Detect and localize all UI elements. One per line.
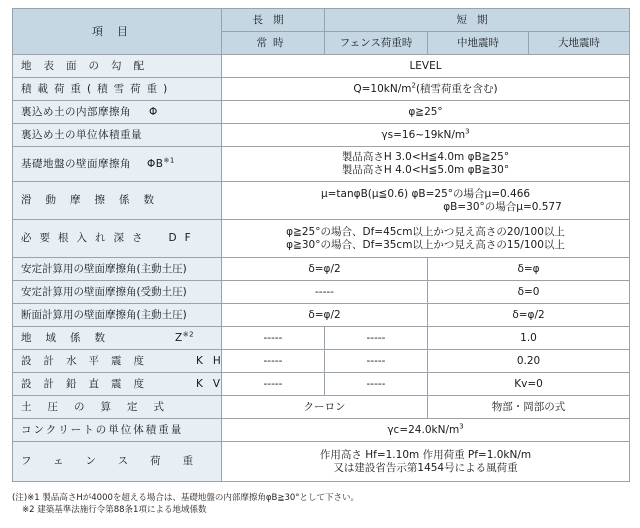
value-pressure-short: 物部・岡部の式 [428,396,630,419]
label-snow: 積載荷重(積雪荷重) [13,78,222,101]
value-snow: $Q=10kN/m^2$(積雪荷重を含む) [222,78,630,101]
label-sliding: 滑動摩擦係数 [13,182,222,220]
header-mid-earthquake: 中地震時 [428,32,529,55]
label-section: 断面計算用の壁面摩擦角(主動土圧) [13,304,222,327]
value-kv-fence: ----- [325,373,428,396]
value-sliding: μ=tanφB(μ≦0.6) φB=25°の場合μ=0.466 φB=30°の場合μ=0.577 [222,182,630,220]
value-base-friction: 製品高さH 3.0<H≦4.0m φB≧25° 製品高さH 4.0<H≦5.0m φB≧30° [222,147,630,182]
label-kv: 設計鉛直震度 KV [13,373,222,396]
label-fence: フェンス荷重 [13,442,222,482]
row-fence [13,442,630,482]
row-snow [13,78,630,101]
value-kh-earthquake: 0.20 [428,350,630,373]
value-section-short: δ=φ/2 [428,304,630,327]
header-row-1 [13,9,630,32]
label-zone: 地域係数 $Z^{※2}$ [13,327,222,350]
label-passive: 安定計算用の壁面摩擦角(受動土圧) [13,281,222,304]
value-kv-earthquake: Kv=0 [428,373,630,396]
value-unit-weight: $\gamma s=16\sim 19kN/m^3$ [222,124,630,147]
value-pressure-long: クーロン [222,396,428,419]
header-short-term: 短期 [325,9,630,32]
row-passive [13,281,630,304]
label-unit-weight: 裏込め土の単位体積重量 [13,124,222,147]
value-section-long: δ=φ/2 [222,304,428,327]
header-long-term: 長期 [222,9,325,32]
footnote-2: ※2 建築基準法施行令第88条1項による地域係数 [22,505,207,515]
value-fence: 作用高さ Hf=1.10m 作用荷重 Pf=1.0kN/m 又は建設省告示第1454号による風荷重 [222,442,630,482]
label-concrete: コンクリートの単位体積重量 [13,419,222,442]
value-friction-back: φ≧25° [222,101,630,124]
header-fence-load: フェンス荷重時 [325,32,428,55]
label-friction-back: 裏込め土の内部摩擦角 Φ [13,101,222,124]
row-embed [13,220,630,258]
row-base-friction [13,147,630,182]
label-active: 安定計算用の壁面摩擦角(主動土圧) [13,258,222,281]
row-unit-weight [13,124,630,147]
value-embed: φ≧25°の場合、Df=45cm以上かつ見え高さの20/100以上 φ≧30°の場合、Df=35cm以上かつ見え高さの15/100以上 [222,220,630,258]
specification-table [12,8,630,482]
row-slope [13,55,630,78]
row-concrete [13,419,630,442]
label-slope: 地表面の勾配 [13,55,222,78]
label-base-friction: 基礎地盤の壁面摩擦角 ΦB$^{※1}$ [13,147,222,182]
value-concrete: $\gamma c=24.0kN/m^3$ [222,419,630,442]
value-kv-normal: ----- [222,373,325,396]
footnotes [12,492,359,516]
value-active-long: δ=φ/2 [222,258,428,281]
row-zone [13,327,630,350]
value-kh-normal: ----- [222,350,325,373]
row-sliding [13,182,630,220]
value-zone-fence: ----- [325,327,428,350]
label-pressure: 土圧の算定式 [13,396,222,419]
row-pressure [13,396,630,419]
value-active-short: δ=φ [428,258,630,281]
footnote-1: (注)※1 製品高さHが4000を超える場合は、基礎地盤の内部摩擦角φB≧30°として下さい。 [12,493,360,503]
label-embed: 必要根入れ深さ DF [13,220,222,258]
row-active [13,258,630,281]
row-kh [13,350,630,373]
value-passive-short: δ=0 [428,281,630,304]
value-slope: LEVEL [222,55,630,78]
row-section [13,304,630,327]
header-large-earthquake: 大地震時 [529,32,630,55]
header-normal: 常時 [222,32,325,55]
row-kv [13,373,630,396]
value-zone-normal: ----- [222,327,325,350]
label-kh: 設計水平震度 KH [13,350,222,373]
header-item: 項目 [13,9,222,55]
value-kh-fence: ----- [325,350,428,373]
row-friction-back [13,101,630,124]
value-zone-earthquake: 1.0 [428,327,630,350]
value-passive-long: ----- [222,281,428,304]
